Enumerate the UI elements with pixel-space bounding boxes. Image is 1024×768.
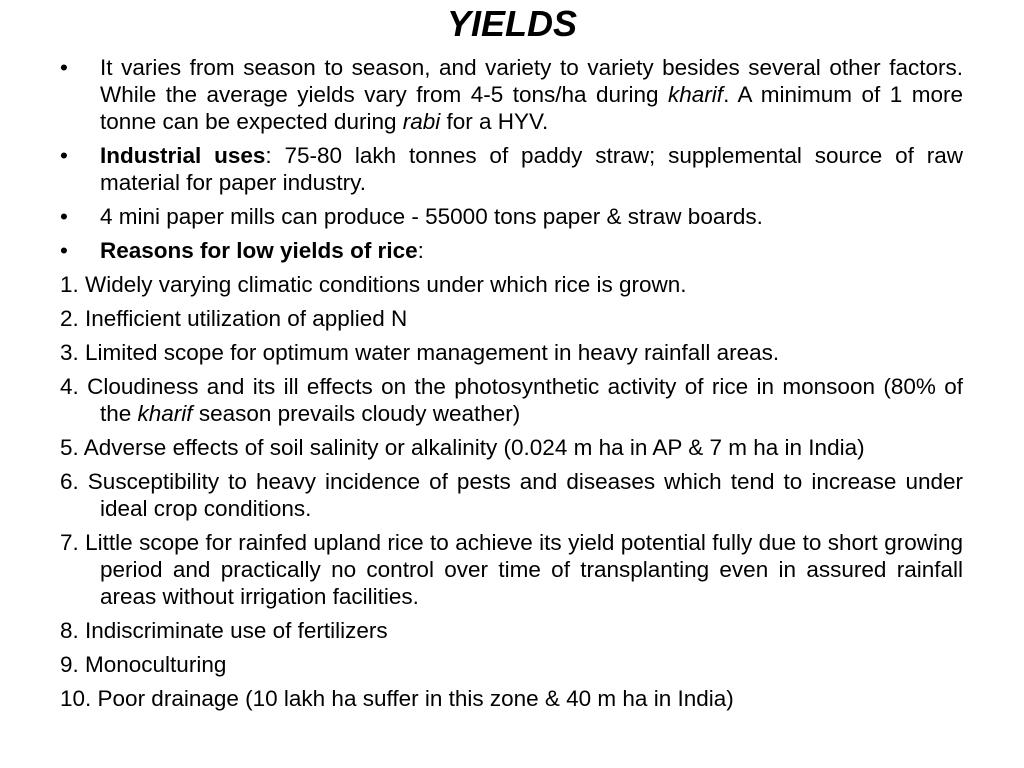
bullet-text: :	[417, 238, 424, 263]
bullet-item-yield-variation	[60, 54, 963, 135]
reason-text: 1. Widely varying climatic conditions under which rice is grown.	[60, 272, 687, 297]
reason-text: 4. Cloudiness and its ill effects on the photosynthetic activity of rice in monsoon (80% of the	[60, 374, 963, 426]
bullet-text: It varies from season to season, and variety to variety besides several other factors. While the average yields vary from 4-5 tons/ha during	[100, 55, 963, 107]
reason-text: 7. Little scope for rainfed upland rice to achieve its yield potential fully due to short growing period and practically no control over time of transplanting even in assured rainfall areas without irrigation facilities.	[60, 530, 963, 609]
reason-item-10	[60, 685, 963, 712]
bullet-item-paper-mills	[60, 203, 963, 230]
reason-text: 9. Monoculturing	[60, 652, 227, 677]
reason-text: 6. Susceptibility to heavy incidence of pests and diseases which tend to increase under ideal crop conditions.	[60, 469, 963, 521]
reason-text: season prevails cloudy weather)	[192, 401, 521, 426]
reason-item-2	[60, 305, 963, 332]
bold-heading: Reasons for low yields of rice	[100, 238, 418, 263]
reason-text: 8. Indiscriminate use of fertilizers	[60, 618, 388, 643]
bullet-icon: •	[60, 143, 68, 168]
reason-text: 10. Poor drainage (10 lakh ha suffer in this zone & 40 m ha in India)	[60, 686, 734, 711]
bullet-item-low-yield-reasons	[60, 237, 963, 264]
reason-item-8	[60, 617, 963, 644]
italic-term: rabi	[402, 109, 441, 134]
reason-item-6	[60, 468, 963, 522]
slide-title: YIELDS	[446, 3, 578, 44]
bullet-text: 4 mini paper mills can produce - 55000 tons paper & straw boards.	[100, 204, 763, 229]
bullet-icon: •	[60, 204, 68, 229]
reason-item-3	[60, 339, 963, 366]
bullet-text: : 75-80 lakh tonnes of paddy straw; supplemental source of raw material for paper industry.	[100, 143, 964, 195]
bullet-icon: •	[60, 55, 68, 80]
bullet-text: . A minimum of 1 more tonne can be expected during	[100, 82, 964, 134]
reason-item-5	[60, 434, 963, 461]
slide-content	[60, 54, 963, 719]
bullet-icon: •	[60, 238, 68, 263]
reason-item-9	[60, 651, 963, 678]
reason-text: 3. Limited scope for optimum water management in heavy rainfall areas.	[60, 340, 780, 365]
bullet-item-industrial-uses	[60, 142, 963, 196]
reason-item-1	[60, 271, 963, 298]
bold-heading: Industrial uses	[100, 143, 266, 168]
reason-item-7	[60, 529, 963, 610]
italic-term: kharif	[668, 82, 724, 107]
reason-text: 2. Inefficient utilization of applied N	[60, 306, 408, 331]
reason-text: 5. Adverse effects of soil salinity or alkalinity (0.024 m ha in AP & 7 m ha in India)	[60, 435, 865, 460]
italic-term: kharif	[137, 401, 193, 426]
bullet-text: for a HYV.	[440, 109, 549, 134]
reason-item-4	[60, 373, 963, 427]
